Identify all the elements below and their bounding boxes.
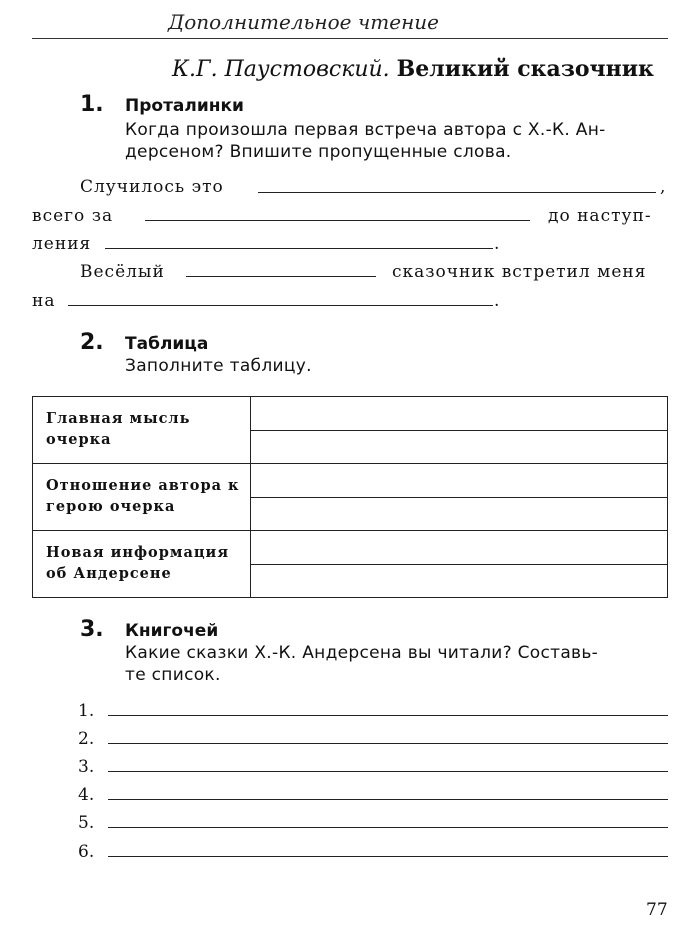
- task1-number: 1.: [80, 92, 104, 117]
- list-answer-line[interactable]: [108, 799, 668, 800]
- blank-3[interactable]: [105, 248, 493, 249]
- header-rule: [32, 38, 668, 39]
- text-p4: ления: [32, 234, 92, 254]
- list-answer-line[interactable]: [108, 715, 668, 716]
- task1-instruction-line2: дерсеном? Впишите пропущенные слова.: [125, 142, 512, 162]
- blank-5[interactable]: [68, 305, 493, 306]
- table-row: [33, 531, 667, 598]
- text-p7: на: [32, 291, 56, 311]
- answer-line[interactable]: [250, 497, 667, 498]
- list-answer-line[interactable]: [108, 827, 668, 828]
- list-answer-line[interactable]: [108, 771, 668, 772]
- list-item-number: 5.: [78, 813, 95, 833]
- list-item-number: 4.: [78, 785, 95, 805]
- page-title: [172, 56, 654, 82]
- table-row: [33, 463, 667, 531]
- text-p1: Случилось это: [80, 177, 224, 197]
- title-author: К.Г. Паустовский.: [172, 57, 390, 82]
- text-comma: ,: [660, 177, 667, 197]
- row-label-author-attitude: Отношение автора к герою очерка: [46, 477, 240, 515]
- task1-instruction-line1: Когда произошла первая встреча автора с Х.-К. Ан-: [125, 120, 606, 140]
- task2-number: 2.: [80, 330, 104, 355]
- list-answer-line[interactable]: [108, 743, 668, 744]
- list-item-number: 3.: [78, 757, 95, 777]
- task3-title: Книгочей: [125, 621, 219, 641]
- text-dot1: .: [494, 234, 501, 254]
- section-header: Дополнительное чтение: [168, 10, 439, 34]
- task2-instruction: Заполните таблицу.: [125, 356, 312, 376]
- blank-1[interactable]: [258, 192, 656, 193]
- text-p2: всего за: [32, 206, 114, 226]
- text-p5: Весёлый: [80, 262, 165, 282]
- row-label-new-info: Новая информация об Андерсене: [46, 544, 230, 582]
- row-label-main-idea: Главная мысль очерка: [46, 410, 191, 448]
- blank-4[interactable]: [186, 276, 376, 277]
- list-item-number: 6.: [78, 842, 95, 862]
- page-number: 77: [646, 900, 668, 920]
- table-row: [33, 397, 667, 464]
- text-p6: сказочник встретил меня: [392, 262, 647, 282]
- answer-line[interactable]: [250, 564, 667, 565]
- list-item-number: 2.: [78, 729, 95, 749]
- task2-title: Таблица: [125, 334, 209, 354]
- text-dot2: .: [494, 291, 501, 311]
- answer-line[interactable]: [250, 430, 667, 431]
- task3-instruction-line1: Какие сказки Х.-К. Андерсена вы читали? Составь-: [125, 643, 599, 663]
- task3-instruction-line2: те список.: [125, 665, 221, 685]
- title-work: Великий сказочник: [396, 56, 654, 82]
- info-table: [32, 396, 668, 598]
- blank-2[interactable]: [145, 220, 530, 221]
- list-item-number: 1.: [78, 701, 95, 721]
- task3-number: 3.: [80, 617, 104, 642]
- list-answer-line[interactable]: [108, 856, 668, 857]
- task1-title: Проталинки: [125, 96, 244, 116]
- text-p3: до наступ-: [548, 206, 652, 226]
